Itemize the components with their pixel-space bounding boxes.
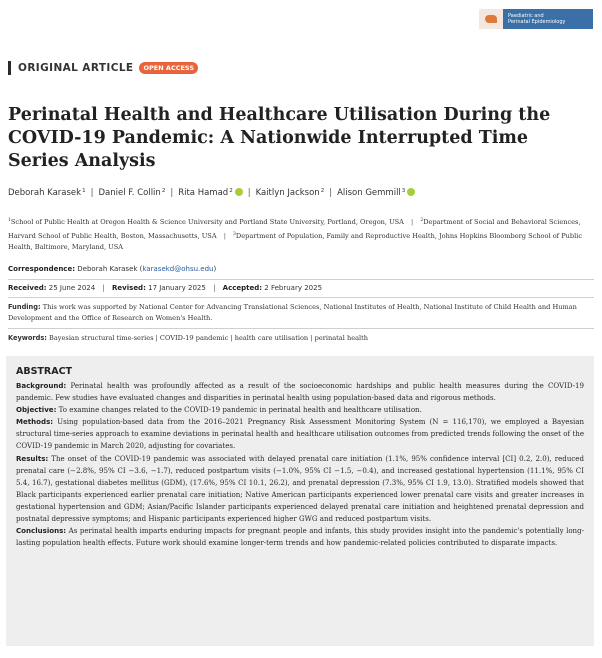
funding: Funding: This work was supported by National Center for Advancing Translational Sciences, National Institutes of Health, National Institute of Child Health and Human Development and the Office of Research on Women's Health. <box>8 303 577 322</box>
divider <box>8 279 594 280</box>
article-title: Perinatal Health and Healthcare Utilisation During the COVID-19 Pandemic: A Nationwide Interrupted Time Series Analysis <box>8 105 551 171</box>
abstract-conclusions: Conclusions: As perinatal health imparts enduring impacts for pregnant people and infants, this study provides insight into the pandemic's potentially long-lasting population health effects. Future work should examine longer-term trends and how pandemic-related policies contributed to disparate impacts. <box>16 526 584 548</box>
keywords: Keywords: Bayesian structural time-series | COVID-19 pandemic | health care utilisation | perinatal health <box>8 334 369 342</box>
abstract <box>6 356 594 646</box>
author[interactable]: Daniel F. Collin $^2$ <box>98 188 166 198</box>
article-type-label: ORIGINAL ARTICLE <box>18 62 134 74</box>
correspondence: Correspondence: Deborah Karasek (karasekd@ohsu.edu) <box>8 265 217 273</box>
article-type-row <box>8 61 198 75</box>
abstract-results: Results: The onset of the COVID-19 pandemic was associated with delayed prenatal care initiation (1.1%, 95% confidence interval [CI] 0.2, 2.0), reduced prenatal care (−2.8%, 95% CI −3.6, −1.7), reduced postpartum visits (−1.0%, 95% CI −1.5, −0.4), and increased gestational hypertension (11.1%, 95% CI 5.4, 16.7), gestational diabetes mellitus (GDM), (17.6%, 95% CI 10.1, 26.2), and prenatal depression (7.3%, 95% CI 1.9, 13.0). Stratified models showed that Black participants experienced earlier prenatal care initiation; Native American participants experienced lower prenatal care visits and greater increases in gestational hypertension and GDM; Asian/Pacific Islander participants experienced delayed prenatal care initiation and heightened prenatal depression and postnatal depressive symptoms; and Hispanic participants experienced higher GWG and reduced postpartum visits. <box>16 453 584 524</box>
journal-name: Paediatric and Perinatal Epidemiology <box>508 13 566 25</box>
article-type-bar <box>8 61 11 75</box>
journal-badge[interactable] <box>479 9 593 29</box>
dates: Received: 25 June 2024 | Revised: 17 January 2025 | Accepted: 2 February 2025 <box>8 284 323 292</box>
author[interactable]: Rita Hamad $^2$ <box>178 188 243 198</box>
abstract-background: Background: Perinatal health was profoundly affected as a result of the socioeconomic hardships and public health measures during the COVID-19 pandemic. Few studies have evaluated changes and disparities in perinatal health using population-based data and rigorous methods. <box>16 381 584 403</box>
open-access-badge: OPEN ACCESS <box>139 62 198 74</box>
affiliations: $^1$School of Public Health at Oregon Health & Science University and Portland State University, Portland, Oregon, USA | $^2$Department of Social and Behavioral Sciences, Harvard School of Public Health, Boston, Massachusetts, USA | $^3$Department of Population, Family and Reproductive Health, Johns Hopkins Bloomberg School of Public Health, Baltimore, Maryland, USA <box>8 218 583 252</box>
author[interactable]: Alison Gemmill $^3$ <box>337 188 415 198</box>
author[interactable]: Deborah Karasek $^1$ <box>8 188 86 198</box>
orcid-icon[interactable] <box>235 188 243 196</box>
abstract-methods: Methods: Using population-based data from the 2016–2021 Pregnancy Risk Assessment Monitoring System (N = 116,170), we employed a Bayesian structural time-series approach to examine deviations in perinatal health and healthcare utilisation outcomes from predicted trends following the onset of the COVID-19 pandemic in March 2020, adjusting for covariates. <box>16 417 585 451</box>
journal-logo-icon <box>479 9 503 29</box>
abstract-heading: ABSTRACT <box>16 366 73 377</box>
abstract-objective: Objective: To examine changes related to the COVID-19 pandemic in perinatal health and healthcare utilisation. <box>16 405 422 415</box>
divider <box>8 328 594 329</box>
email-link[interactable]: karasekd@ohsu.edu <box>142 265 214 273</box>
divider <box>8 297 594 298</box>
author-list: Deborah Karasek $^1$ | Daniel F. Collin $^2$ | Rita Hamad $^2$ | Kaitlyn Jackson $^2$ | Alison Gemmill $^3$ <box>8 188 415 198</box>
orcid-icon[interactable] <box>407 188 415 196</box>
author[interactable]: Kaitlyn Jackson $^2$ <box>255 188 325 198</box>
